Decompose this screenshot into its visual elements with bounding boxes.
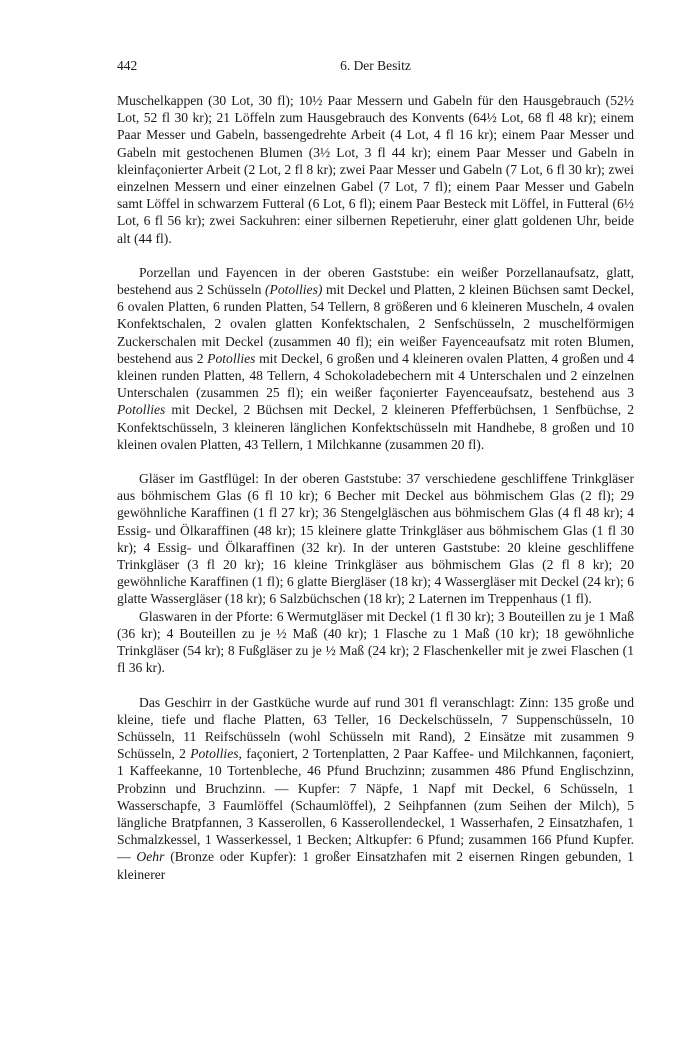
paragraph-porcelain (117, 264, 634, 453)
paragraph-glassware-gate (117, 608, 634, 677)
paragraph-text: mit Deckel, 6 großen und 4 kleineren ovalen Platten, 4 großen und 4 kleinen runden Platten, 48 Tellern, 4 Schokoladebechern mit 4 Unterschalen und 2 einzelnen Unterschalen (zusammen 25 fl); ein weißer façonierter Fayenceaufsatz, bestehend aus 3 (117, 350, 634, 401)
chapter-title: 6. Der Besitz (340, 58, 411, 73)
paragraph-glasses-guest-wing (117, 470, 634, 608)
paragraph-text: Das Geschirr in der Gastküche wurde auf rund 301 fl veranschlagt: Zinn: 135 große und kleine, tiefe und flache Platten, 63 Teller, 16 Deckelschüsseln, 7 Suppenschüsseln, 10 Schüsseln, 11 Reifschüsseln (wohl Schüsseln mit Rand), 2 Einsätze mit zusammen 9 Schüsseln, 2 (117, 694, 634, 762)
paragraph-cutlery-continuation (117, 92, 634, 247)
paragraph-text: Porzellan und Fayencen in der oberen Gaststube: ein weißer Porzellanaufsatz, glatt, bestehend aus 2 Schüsseln (117, 264, 634, 298)
italic-term: Potollies (117, 402, 166, 418)
body-text (117, 92, 634, 883)
paragraph-text: mit Deckel, 2 Büchsen mit Deckel, 2 kleineren Pfefferbüchsen, 1 Senfbüchse, 2 Konfektschüsseln, 3 kleineren länglichen Konfektschüsseln mit Handhebe, 8 großen und 10 kleinen ovalen Platten, 43 Tellern, 1 Milchkanne (zusammen 20 fl). (117, 402, 634, 452)
paragraph-text: (Bronze oder Kupfer): 1 großer Einsatzhafen mit 2 eisernen Ringen gebunden, 1 kleinerer (117, 849, 634, 882)
paragraph-text: façoniert, 2 Tortenplatten, 2 Paar Kaffee- und Milchkannen, façoniert, 1 Kaffeekanne, 10 Tortenbleche, 46 Pfund Bruchzinn; zusammen 486 Pfund Englischzinn, Probzinn und Bruchzinn. — Kupfer: 7 Näpfe, 1 Napf mit Deckel, 6 Schüsseln, 1 Wasserschapfe, 3 Faumlöffel (Schaumlöffel), 2 Seihpfannen (zum Seihen der Milch), 5 längliche Bratpfannen, 3 Kasserollen, 6 Kasserollendeckel, 1 Wasserhafen, 2 Einsatzhafen, 1 Schmalzkessel, 1 Wasserkessel, 1 Becken; Altkupfer: 6 Pfund; zusammen 166 Pfund Kupfer. — (117, 746, 634, 865)
italic-term: Oehr (136, 849, 165, 865)
running-head (117, 58, 634, 78)
italic-term: (Potollies) (265, 282, 323, 298)
paragraph-text: Gläser im Gastflügel: In der oberen Gaststube: 37 verschiedene geschliffene Trinkgläser aus böhmischem Glas (6 fl 10 kr); 6 Becher mit Deckel aus böhmischem Glas (2 fl); 29 gewöhnliche Karaffinen (1 fl 27 kr); 36 Stengelgläschen aus böhmischem Glas (4 fl 48 kr); 4 Essig- und Ölkaraffinen (48 kr); 15 kleinere glatte Trinkgläser aus böhmischem Glas (1 fl 30 kr); 4 Essig- und Ölkaraffinen (32 kr). In der unteren Gaststube: 20 kleine geschliffene Trinkgläser (3 fl 20 kr); 16 kleine Trinkgläser aus böhmischem Glas (2 fl 8 kr); 20 gewöhnliche Karaffinen (1 fl); 6 glatte Biergläser (18 kr); 4 Wassergläser mit Deckel (24 kr); 6 glatte Wassergläser (18 kr); 6 Salzbüchschen (18 kr); 2 Laternen im Treppenhaus (1 fl). (117, 471, 634, 607)
italic-term: Potollies, (190, 746, 242, 762)
paragraph-text: mit Deckel und Platten, 2 kleinen Büchsen samt Deckel, 6 ovalen Platten, 6 runden Platten, 54 Tellern, 8 größeren und 6 kleineren Muscheln, 4 ovalen Konfektschalen, 2 ovalen glatten Konfektschalen, 2 Senfschüsseln, 2 muschelförmigen Zuckerschalen mit Deckel (zusammen 40 fl); ein weißer Fayenceaufsatz mit roten Blumen, bestehend aus 2 (117, 282, 635, 366)
page-number: 442 (117, 58, 138, 73)
paragraph-text: Muschelkappen (30 Lot, 30 fl); 10½ Paar Messern und Gabeln für den Hausgebrauch (52½ Lot, 52 fl 30 kr); 21 Löffeln zum Hausgebrauch des Konvents (64½ Lot, 68 fl 48 kr); einem Paar Messer und Gabeln, bassengedrehte Arbeit (4 Lot, 4 fl 16 kr); einem Paar Messer und Gabeln mit gestochenen Blumen (3½ Lot, 3 fl 44 kr); einem Paar Messer und Gabeln in kleinfaçonierter Arbeit (2 Lot, 2 fl 8 kr); zwei Paar Messer und Gabeln (7 Lot, 6 fl 30 kr); zwei einzelnen Messern und einer einzelnen Gabel (7 Lot, 7 fl); einem Paar Messer und Gabeln samt Löffel in schwarzem Futteral (6 Lot, 6 fl); einem Paar Besteck mit Löffel, in Futteral (6½ Lot, 6 fl 56 kr); zwei Sackuhren: einer silbernen Repetieruhr, einer glatt goldenen Uhr, beide alt (44 fl). (117, 93, 634, 246)
paragraph-text: Glaswaren in der Pforte: 6 Wermutgläser mit Deckel (1 fl 30 kr); 3 Bouteillen zu je 1 Maß (36 kr); 4 Bouteillen zu je ½ Maß (40 kr); 1 Flasche zu 1 Maß (10 kr); 18 gewöhnliche Trinkgläser (54 kr); 8 Fußgläser zu je ½ Maß (24 kr); 2 Flaschenkeller mit je zwei Flaschen (1 fl 36 kr). (117, 608, 634, 676)
paragraph-kitchen-tableware (117, 694, 634, 883)
italic-term: Potollies (207, 350, 256, 366)
